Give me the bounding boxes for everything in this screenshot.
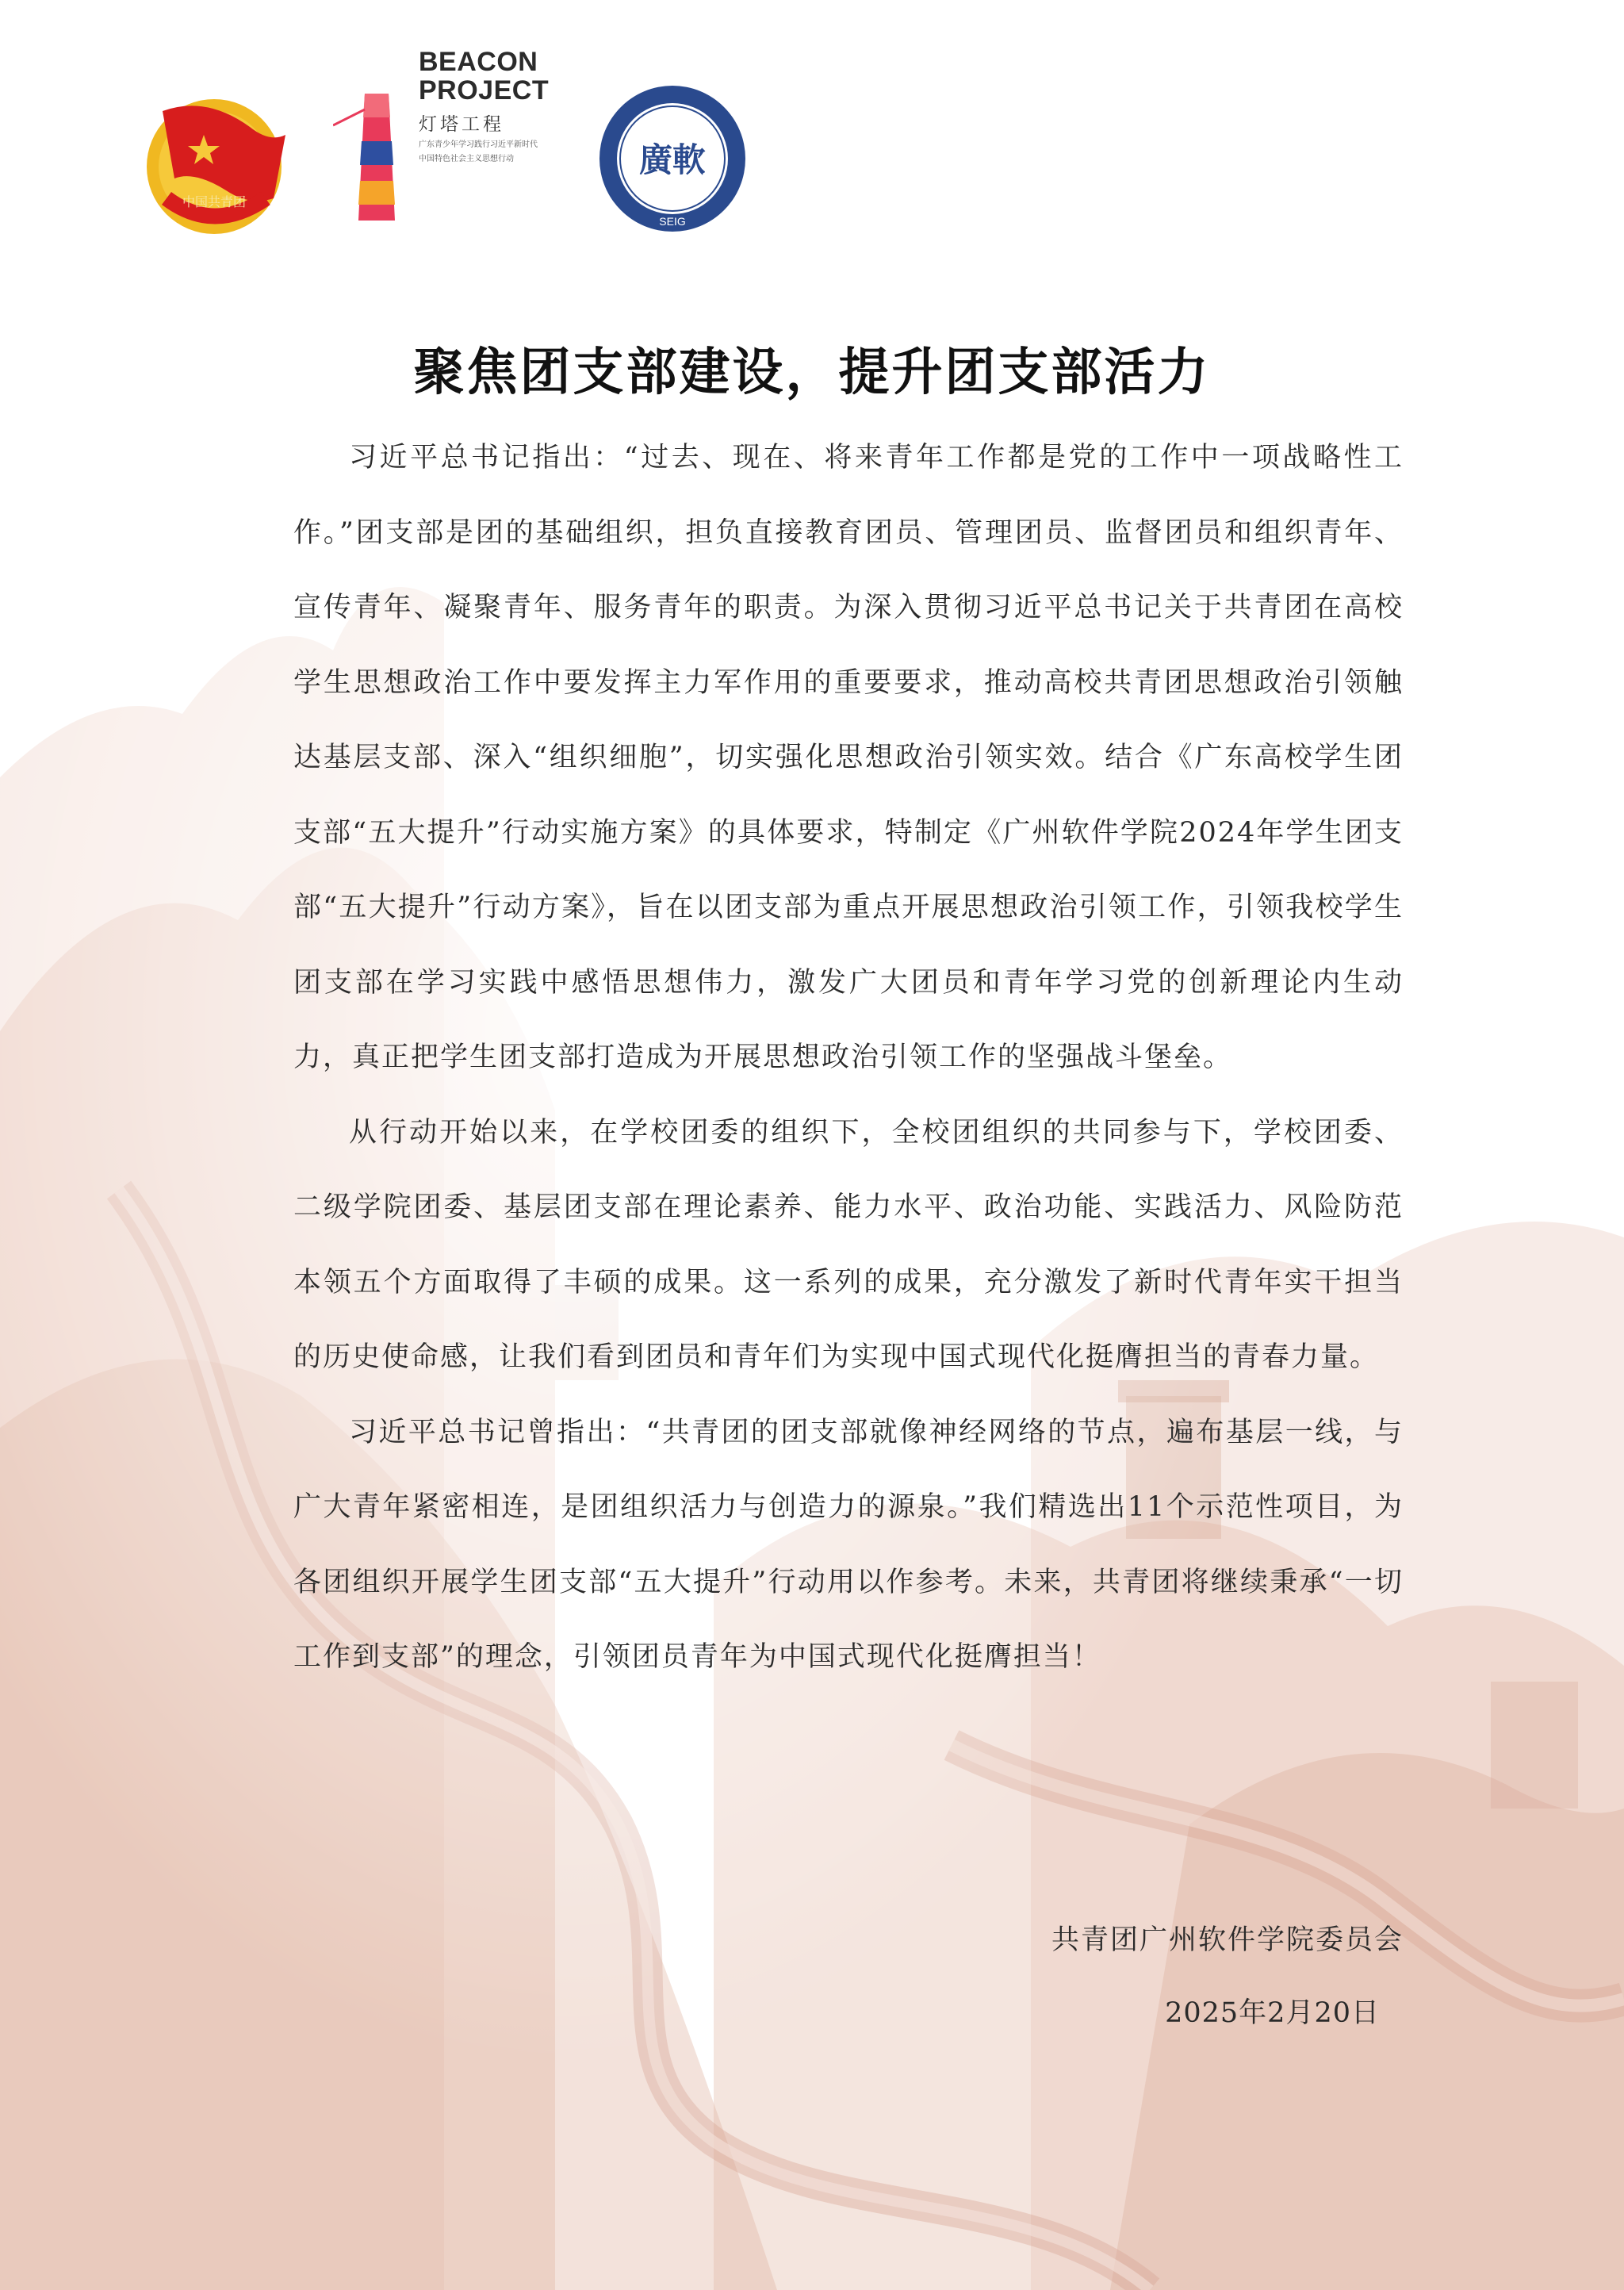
date: 2025年2月20日 bbox=[1165, 1997, 1380, 2029]
document-title: 聚焦团支部建设，提升团支部活力 bbox=[413, 343, 1211, 402]
badge-cn: 廣軟 bbox=[638, 140, 707, 179]
beacon-line1: BEACON bbox=[419, 47, 538, 77]
youth-league-emblem bbox=[131, 79, 297, 238]
school-badge bbox=[596, 82, 749, 235]
beacon-project-logo bbox=[333, 86, 420, 224]
signature: 共青团广州软件学院委员会 bbox=[1051, 1924, 1404, 1956]
paragraph-2: 从行动开始以来，在学校团委的组织下，全校团组织的共同参与下，学校团委、二级学院团委、基层团支部在理论素养、能力水平、政治功能、实践活力、风险防范本领五个方面取得了丰硕的成果。这一系列的成果，充分激发了新时代青年实干担当的历史使命感，让我们看到团员和青年们为实现中国式现代化挺膺担当的青春力量。 bbox=[293, 1116, 1404, 1373]
beacon-small1: 广东青少年学习践行习近平新时代 bbox=[419, 140, 538, 149]
paragraph-1: 习近平总书记指出：“过去、现在、将来青年工作都是党的工作中一项战略性工作。”团支部是团的基础组织，担负直接教育团员、管理团员、监督团员和组织青年、宣传青年、凝聚青年、服务青年的职责。为深入贯彻习近平总书记关于共青团在高校学生思想政治工作中要发挥主力军作用的重要要求，推动高校共青团思想政治引领触达基层支部、深入“组织细胞”，切实强化思想政治引领实效。结合《广东高校学生团支部“五大提升”行动实施方案》的具体要求，特制定《广州软件学院2024年学生团支部“五大提升”行动方案》，旨在以团支部为重点开展思想政治引领工作，引领我校学生团支部在学习实践中感悟思想伟力，激发广大团员和青年学习党的创新理论内生动力，真正把学生团支部打造成为开展思想政治引领工作的坚强战斗堡垒。 bbox=[293, 442, 1404, 1073]
emblem-text: 中国共青团 bbox=[182, 194, 247, 209]
paragraph-3: 习近平总书记曾指出：“共青团的团支部就像神经网络的节点，遍布基层一线，与广大青年紧密相连，是团组织活力与创造力的源泉。”我们精选出11个示范性项目，为各团组织开展学生团支部“五大提升”行动用以作参考。未来，共青团将继续秉承“一切工作到支部”的理念，引领团员青年为中国式现代化挺膺担当！ bbox=[293, 1416, 1404, 1673]
document-body bbox=[293, 420, 1404, 1695]
beacon-small2: 中国特色社会主义思想行动 bbox=[419, 155, 514, 163]
beacon-cn: 灯塔工程 bbox=[419, 113, 504, 134]
beacon-project-wordmark bbox=[419, 48, 549, 164]
beacon-line2: PROJECT bbox=[419, 75, 550, 105]
badge-en: SEIG bbox=[659, 215, 686, 228]
